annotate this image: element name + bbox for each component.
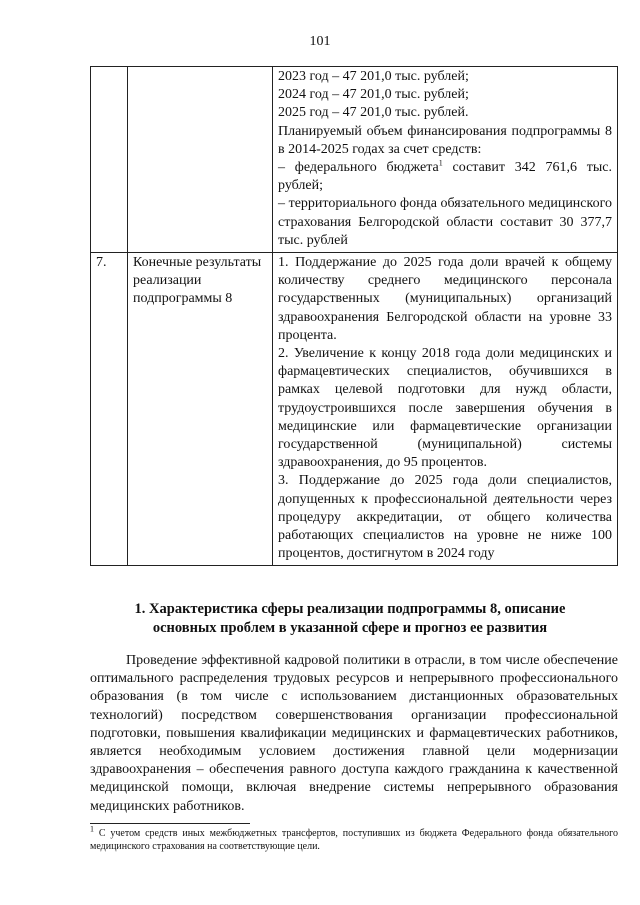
result-item-1: 1. Поддержание до 2025 года доли врачей к общему количеству среднего медицинского персонала государственных (муниципальных) организаций здравоохранения Белгородской области на уровне 33 процента. [278,255,612,343]
financing-cell [273,67,618,253]
subprogram-passport-table [90,66,618,566]
row-name-cell [128,67,273,253]
planned-volume-text: Планируемый объем финансирования подпрограммы 8 в 2014-2025 годах за счет средств: [278,123,612,157]
financing-year-2024: 2024 год – 47 201,0 тыс. рублей; [278,87,469,103]
federal-budget-text: – федерального бюджета$^1$ составит 342 761,6 тыс. рублей; [278,158,612,194]
section-heading-line-1: 1. Характеристика сферы реализации подпрограммы 8, описание [134,601,566,617]
footnote-divider [90,823,250,824]
row-number: 7. [91,253,128,566]
footnote-marker: 1 [90,824,94,834]
row-number-cell [91,67,128,253]
table-row-7 [91,253,618,566]
page-number: 101 [309,34,331,49]
table-row-financing [91,67,618,253]
section-heading-line-2: основных проблем в указанной сфере и прогноз ее развития [152,620,548,636]
result-item-3: 3. Поддержание до 2025 года доли специалистов, допущенных к профессиональной деятельности через процедуру аккредитации, от общего количества работающих специалистов на уровне не ниже 100 процентов, достигнутом в 2024 году [278,473,612,562]
footnote-text: С учетом средств иных межбюджетных трансфертов, поступивших из бюджета Федерального фонда обязательного медицинского страхования на соответствующие цели. [90,828,618,852]
section-heading [100,600,600,638]
financing-year-2023: 2023 год – 47 201,0 тыс. рублей; [278,69,469,84]
financing-year-2025: 2025 год – 47 201,0 тыс. рублей. [278,105,469,121]
result-item-2: 2. Увеличение к концу 2018 года доли медицинских и фармацевтических специалистов, обучившихся в рамках целевой подготовки для нужд области, трудоустроившихся после завершения обучения в медицинские или фармацевтические организации государственной (муниципальной) системы здравоохранения, до 95 процентов. [278,346,612,471]
results-cell [273,253,618,566]
body-paragraph: Проведение эффективной кадровой политики в отрасли, в том числе обеспечение оптимального распределения трудовых ресурсов и непрерывного профессионального образования (в том числе с использованием дистанционных образовательных технологий) посредством совершенствования организации профессиональной подготовки, повышения квалификации медицинских и фармацевтических работников, является необходимым условием достижения главной цели модернизации здравоохранения – обеспечения равного доступа каждого гражданина к качественной медицинской помощи, включая внедрение системы непрерывного образования медицинских работников. [90,653,618,814]
footnote [90,824,618,853]
footnote-ref: 1 [438,158,443,168]
row-name: Конечные результаты реализации подпрограммы 8 [128,253,273,566]
territorial-fund-text: – территориального фонда обязательного медицинского страхования Белгородской области составит 30 377,7 тыс. рублей [278,196,612,248]
